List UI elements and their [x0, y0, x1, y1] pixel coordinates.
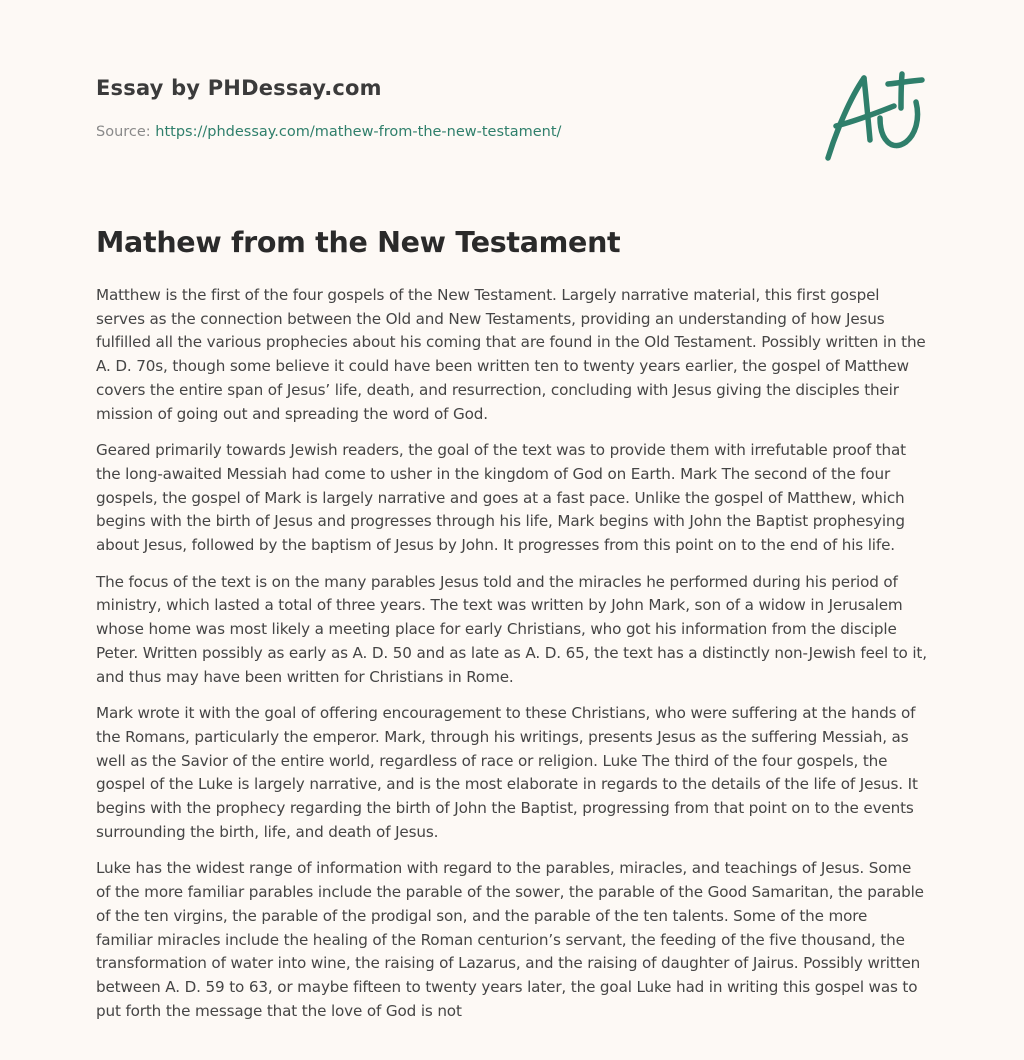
essay-paragraph: Geared primarily towards Jewish readers, the goal of the text was to provide them with irrefutable proof that the long-awaited Messiah had come to usher in the kingdom of God on Earth. Mark The second of the four gospels, the gospel of Mark is largely narrative and goes at a fast pace. Unlike the gospel of Matthew, which begins with the birth of Jesus and progresses through his life, Mark begins with John the Baptist prophesying about Jesus, followed by the baptism of Jesus by John. It progresses from this point on to the end of his life.	[96, 441, 906, 555]
essay-paragraph: Matthew is the first of the four gospels of the New Testament. Largely narrative material, this first gospel serves as the connection between the Old and New Testaments, providing an understanding of how Jesus fulfilled all the various prophecies about his coming that are found in the Old Testament. Possibly written in the A. D. 70s, though some believe it could have been written ten to twenty years earlier, the gospel of Matthew covers the entire span of Jesus’ life, death, and resurrection, concluding with Jesus giving the disciples their mission of going out and spreading the word of God.	[96, 286, 926, 423]
essay-paragraph: Mark wrote it with the goal of offering encouragement to these Christians, who were suffering at the hands of the Romans, particularly the emperor. Mark, through his writings, presents Jesus as the suffering Messiah, as well as the Savior of the entire world, regardless of race or religion. Luke The third of the four gospels, the gospel of the Luke is largely narrative, and is the most elaborate in regards to the details of the life of Jesus. It begins with the prophecy regarding the birth of John the Baptist, progressing from that point on to the events surrounding the birth, life, and death of Jesus.	[96, 704, 918, 841]
essay-paragraph: The focus of the text is on the many parables Jesus told and the miracles he performed during his period of ministry, which lasted a total of three years. The text was written by John Mark, son of a widow in Jerusalem whose home was most likely a meeting place for early Christians, who got his information from the disciple Peter. Written possibly as early as A. D. 50 and as late as A. D. 65, the text has a distinctly non-Jewish feel to it, and thus may have been written for Christians in Rome.	[96, 572, 927, 686]
a-plus-logo-icon	[822, 66, 928, 164]
essay-paragraph: Luke has the widest range of information with regard to the parables, miracles, and teachings of Jesus. Some of the more familiar parables include the parable of the sower, the parable of the Good Samaritan, the parable of the ten virgins, the parable of the prodigal son, and the parable of the ten talents. Some of the more familiar miracles include the healing of the Roman centurion’s servant, the feeding of the five thousand, the transformation of water into wine, the raising of Lazarus, and the raising of daughter of Jairus. Possibly written between A. D. 59 to 63, or maybe fifteen to twenty years later, the goal Luke had in writing this gospel was to put forth the message that the love of God is not	[96, 859, 924, 1020]
source-line	[96, 124, 561, 140]
source-link[interactable]: https://phdessay.com/mathew-from-the-new-testament/	[155, 124, 562, 140]
essay-body	[96, 284, 928, 1036]
page-title: Mathew from the New Testament	[96, 226, 621, 259]
source-label: Source:	[96, 124, 151, 140]
site-brand: Essay by PHDessay.com	[96, 76, 382, 100]
